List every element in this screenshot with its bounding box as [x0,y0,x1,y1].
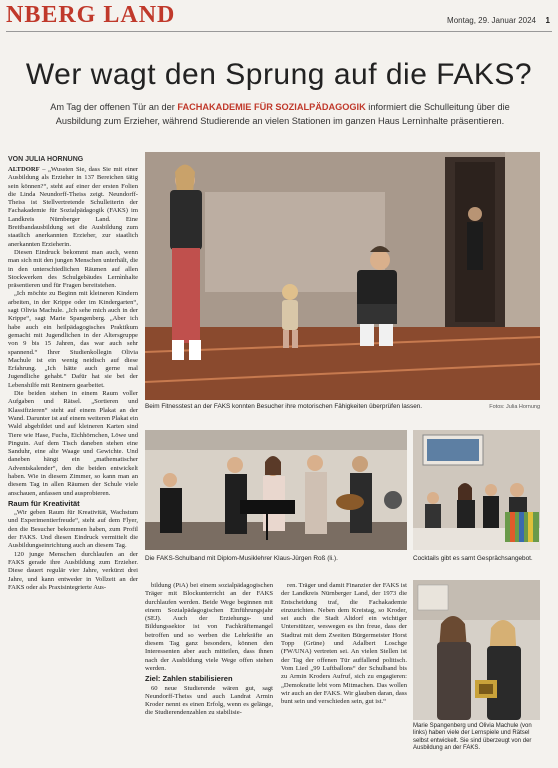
fitness-test-photo [145,152,540,400]
article-deck [30,100,530,128]
subheading: Ziel: Zahlen stabilisieren [145,674,233,684]
cocktail-photo-caption: Cocktails gibt es samt Gesprächsangebot. [413,555,533,562]
article-paragraph [8,509,138,550]
article-column-1 [8,166,138,766]
dateline-location: ALTDORF [8,166,40,173]
article-paragraph [8,249,138,290]
paragraph-text: bildung (PiA) bei einem sozialpädagogischen Träger mit Blockunterricht an der FAKS durchlaufen werden. Beide Wege beginnen mit einem Sozialpädagogischen Einführungsjahr (SEJ). Auch der Erziehungs- und Bildungssektor ist von Fachkräftemangel betroffen und so werben die Lehrkräfte an diesem Tag ganz besonders, können den Interessenten aber auch mitteilen, dass ihnen nach der Ausbildung viele Wege offen stehen werden. [145,582,273,672]
article-paragraph [8,551,138,592]
deck-text-start: Am Tag der offenen Tür an der [50,102,178,112]
paragraph-text: „Wir geben Raum für Kreativität, Wachstum und Experimentierfreude“, steht auf dem Flyer, den die Besucher bekommen haben, zum Profil der FAKS. Und diesen Eindruck vermittelt die Ausbildungseinrichtung auch an diesem Tag. [8,509,138,550]
paragraph-text: Die beiden stehen in einem Raum voller Aufgaben und Rätsel. „Sortieren und Klassifizieren“ steht auf einem Plakat an der Wand. Darunter ist auf einem weiteren Plakat ein Wald abgebildet und auf kleineren Karten sind Tiere wie Hase, Fuchs, Eichhörnchen, Löwe und Pinguin. Auf dem Tisch daneben stehen eine Sanduhr, eine alte Waage und Gewichte. Und daneben hängt ein „mathematischer Adventskalender“, den die beiden entwickelt haben. Wie in diesem Zimmer, so kann man an diesem Tag in allen Räumen der Schule viele anschauen, anfassen und ausprobieren. [8,390,138,497]
article-paragraph [8,390,138,498]
subheading: Raum für Kreativität [8,498,80,508]
school-band-photo [145,430,407,550]
paragraph-text: – „Wussten Sie, dass Sie mit einer Ausbildung als Erzieher in 137 Bereichen tätig sein können?“, steht auf einer der ersten Folien die Linda Neundorff-Theiss zeigt. Neundorff-Theiss ist Stellvertretende Schulleiterin der Fachakademie für Sozialpädagogik (FAKS) im Landkreis Nürnberger Land. Eine Breitbandausbildung sei die Ausbildung zum staatlich anerkannten Erzieher, zur staatlich anerkannten Erzieherin. [8,166,138,248]
article-paragraph [8,290,138,390]
article-paragraph [145,685,273,718]
students-photo [413,580,540,720]
article-headline: Wer wagt den Sprung auf die FAKS? [25,58,533,91]
page-number: 1 [545,16,550,25]
photo-credit: Fotos: Julia Hornung [489,404,540,410]
article-paragraph [145,582,273,673]
article-paragraph [281,582,407,706]
article-column-3 [281,582,407,766]
paragraph-text: 60 neue Studierende wären gut, sagt Neundorff-Theiss und auch Landrat Armin Kroder nennt es einen Erfolg, wenn es gelänge, die Studierendenzahlen zu stabilisie- [145,684,273,717]
deck-text-end: informiert die Schulleitung über die Ausbildung zum Erzieher, während Studierende an vielen Stationen im ganzen Haus Lernìnhalte präsentieren. [55,102,510,126]
article-paragraph [8,166,138,249]
students-photo-caption: Marie Spangenberg und Olivia Machule (von links) haben viele der Lernspiele und Rätsel selbst entwickelt. Sie sind überzeugt von der Ausbildung an der FAKS. [413,723,532,752]
article-column-2 [145,582,273,766]
paragraph-text: „Ich möchte zu Beginn mit kleineren Kindern arbeiten, in der Krippe oder im Kindergarten“, sagt Olivia Machule. „Ich sehe mich auch in der Krippe“, sagt Marie Spangenberg. „Aber ich habe auch ein heilpädagogisches Praktikum gemacht mit Jugendlichen in der Altersgruppe von 9 bis 15 Jahren, das war auch sehr spannend.“ Ihrer Studienkollegin Olivia Machule ist ein wenig neidisch auf diese Erfahrung. „Ich hätte auch gerne mal Jugendliche gehabt.“ Dafür hat sie bei der Lebenshilfe mit Rentnern gearbeitet. [8,290,138,389]
cocktail-photo [413,430,540,550]
band-photo-caption: Die FAKS-Schulband mit Diplom-Musiklehrer Klaus-Jürgen Roß (li.). [145,555,338,562]
paragraph-text: 120 junge Menschen durchlaufen an der FAKS gerade ihre Ausbildung zum Erzieher. Diese dauert regulär vier Jahre, verkürzt drei Jahre, und kann entweder in Vollzeit an der FAKS oder als Praxisintegrierte Aus- [8,550,138,591]
byline: VON JULIA HORNUNG [8,156,84,163]
header-rule [6,31,552,32]
deck-highlight: FACHAKADEMIE FÜR SOZIALPÄDAGOGIK [177,102,366,112]
paragraph-text: ren. Träger und damit Finanzier der FAKS ist der Landkreis Nürnberger Land, der 1973 die Entscheidung traf, die Fachakademie einzurichten. Neben dem Kreistag, so Kroder, sei auch die Stadt Altdorf ein wichtiger Unterstützer, weswegen es ihn freue, dass der Stadtrat mit dem Zweiten Bürgermeister Horst Topp (Grüne) und Adalbert Loschge (FW/UNA) vertreten sei. An vielen Stellen ist der Tag der offenen Tür auffallend politisch. Vom Lied „99 Luftballons“ der Schulband bis zu Armin Kroders Aufruf, sich zu engagieren: „Demokratie lebt vom Mitmachen. Das wollen wir auch an der FAKS. Wir glauben daran, dass bunt sein und verschieden sein, gut ist.“ [281,582,407,706]
issue-date: Montag, 29. Januar 2024 [447,16,536,25]
paragraph-text: Diesen Eindruck bekommt man auch, wenn man sich mit den jungen Menschen unterhält, die in den unterschiedlichen Räumen auf allen Stockwerken des Schulgebäudes Lernìnhalte präsentieren und für Fragen bereitstehen. [8,248,138,290]
main-photo-caption: Beim Fitnesstest an der FAKS konnten Besucher ihre motorischen Fähigkeiten überprüfen lassen. [145,403,423,410]
newspaper-masthead: NBERG LAND [6,2,176,28]
